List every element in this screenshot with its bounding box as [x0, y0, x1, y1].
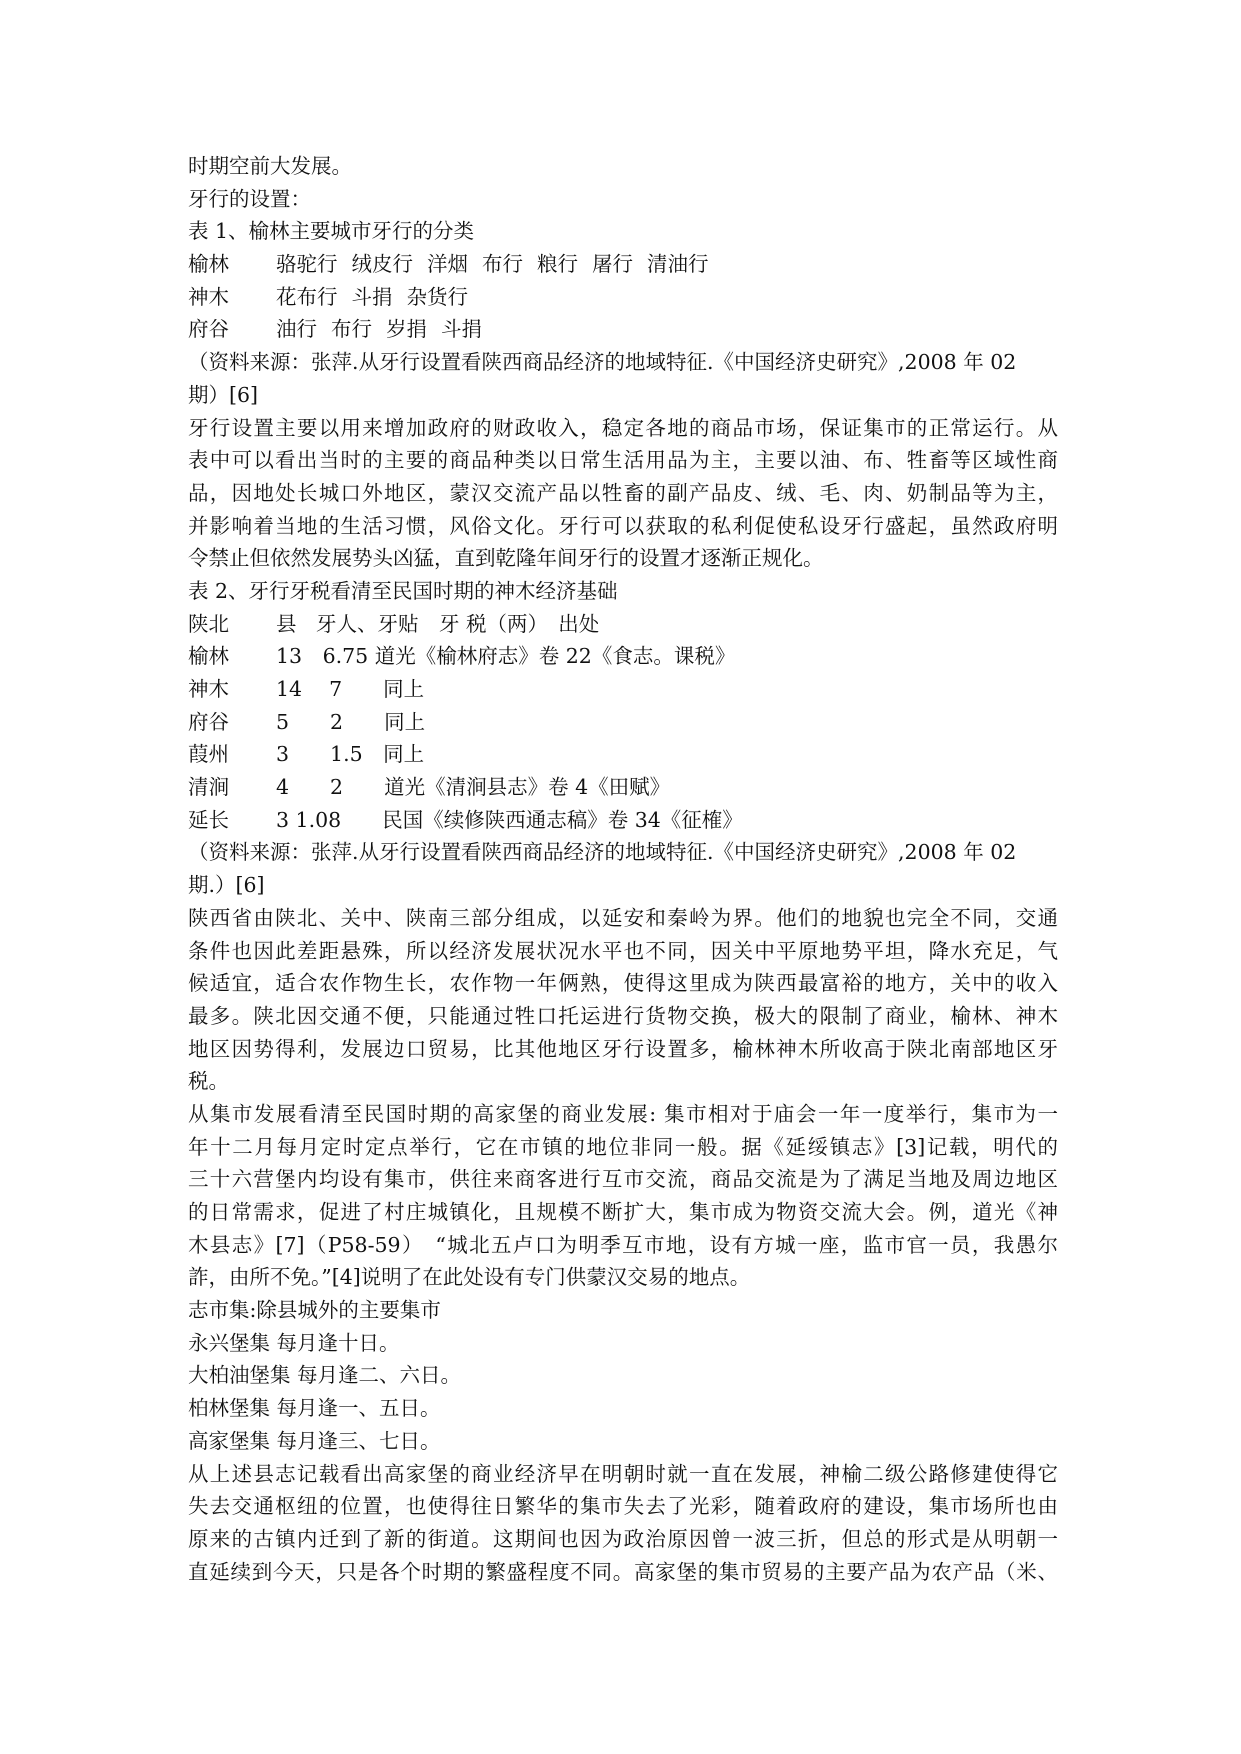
table1-source: （资料来源：张萍.从牙行设置看陕西商品经济的地域特征.《中国经济史研究》,2008 年 02: [188, 350, 1017, 375]
paragraph-line: 地区因势得利，发展边口贸易，比其他地区牙行设置多，榆林神木所收高于陕北南部地区牙: [188, 1036, 1058, 1061]
paragraph-line: 并影响着当地的生活习惯，风俗文化。牙行可以获取的私利促使私设牙行盛起，虽然政府明: [188, 513, 1058, 538]
table-row: [188, 804, 1058, 837]
paragraph-line: 令禁止但依然发展势头凶猛，直到乾隆年间牙行的设置才逐渐正规化。: [188, 546, 824, 571]
intro-tail: 时期空前大发展。: [188, 154, 352, 178]
paragraph-markets: [188, 1098, 1058, 1294]
table-cell: 花布行: [276, 284, 338, 309]
table-row: [188, 313, 1058, 346]
table-cell-name: 府谷: [188, 709, 229, 734]
table-cell: 杂货行: [406, 284, 468, 309]
table-cell: 布行: [482, 252, 523, 277]
table-cell-text: 14 7 同上: [276, 677, 425, 701]
table-cell: 清油行: [647, 252, 709, 277]
table2-caption: 表 2、牙行牙税看清至民国时期的神木经济基础: [188, 578, 618, 603]
paragraph-gaojiabao: [188, 1458, 1058, 1589]
table-cell-name: 榆林: [188, 644, 229, 669]
table-header: [188, 608, 1058, 641]
table-header-region: 陕北: [188, 611, 229, 636]
table-cell: 屠行: [592, 252, 633, 277]
list-item: 高家堡集 每月逢三、七日。: [188, 1428, 441, 1453]
table-cell-city: 府谷: [188, 317, 229, 342]
table-cell: 骆驼行: [276, 252, 338, 277]
paragraph-line: 表中可以看出当时的主要的商品种类以日常生活用品为主，主要以油、布、牲畜等区域性商: [188, 448, 1058, 473]
paragraph-line: 三十六营堡内均设有集市，供往来商客进行互市交流，商品交流是为了满足当地及周边地区: [188, 1167, 1058, 1192]
table-row: [188, 281, 1058, 314]
paragraph-line: 最多。陕北因交通不便，只能通过牲口托运进行货物交换，极大的限制了商业，榆林、神木: [188, 1003, 1058, 1028]
table-row: [188, 248, 1058, 281]
markets-title: 志市集:除县城外的主要集市: [188, 1298, 441, 1323]
paragraph-line: 从集市发展看清至民国时期的高家堡的商业发展: 集市相对于庙会一年一度举行，集市为一: [188, 1101, 1058, 1126]
paragraph-line: 候适宜，适合农作物生长，农作物一年俩熟，使得这里成为陕西最富裕的地方，关中的收入: [188, 971, 1058, 996]
paragraph-line: 陕西省由陕北、关中、陕南三部分组成，以延安和秦岭为界。他们的地貌也完全不同，交通: [188, 905, 1058, 930]
table-cell-name: 神木: [188, 677, 229, 701]
table-cell: 布行: [331, 317, 372, 342]
section-heading: 牙行的设置：: [188, 186, 311, 211]
table-cell: 斗捐: [441, 317, 482, 342]
paragraph-line: 原来的古镇内迁到了新的街道。这期间也因为政治原因曾一波三折，但总的形式是从明朝一: [188, 1526, 1058, 1551]
table1-source: 期）[6]: [188, 382, 259, 407]
list-item: 大柏油堡集 每月逢二、六日。: [188, 1363, 462, 1388]
paragraph-line: 失去交通枢纽的位置，也使得往日繁华的集市失去了光彩，随着政府的建设，集市场所也由: [188, 1494, 1058, 1519]
list-item: 柏林堡集 每月逢一、五日。: [188, 1396, 441, 1421]
table1: [188, 248, 1058, 346]
paragraph-line: 牙行设置主要以用来增加政府的财政收入，稳定各地的商品市场，保证集市的正常运行。从: [188, 415, 1058, 440]
table-cell-text: 4 2 道光《清涧县志》卷 4《田赋》: [276, 775, 671, 800]
table-cell: 油行: [276, 317, 317, 342]
table-cell-name: 延长: [188, 807, 229, 832]
paragraph-yahang: [188, 412, 1058, 575]
table-cell: 岁捐: [386, 317, 427, 342]
table-cell: 绒皮行: [351, 252, 413, 277]
table-header-rest: 牙人、牙贴 牙 税（两） 出处: [316, 611, 600, 636]
table-cell-text: 3 1.08 民国《续修陕西通志稿》卷 34《征榷》: [276, 807, 743, 832]
table-row: [188, 771, 1058, 804]
table-cell-text: 13 6.75 道光《榆林府志》卷 22《食志。课税》: [276, 644, 736, 669]
table-cell-name: 葭州: [188, 742, 229, 767]
table1-caption: 表 1、榆林主要城市牙行的分类: [188, 219, 475, 244]
table-cell-city: 神木: [188, 284, 229, 309]
table-cell: 斗捐: [351, 284, 393, 309]
table-cell-text: 3 1.5 同上: [276, 742, 425, 767]
table2: [188, 608, 1058, 837]
table-cell: 洋烟: [427, 252, 468, 277]
paragraph-line: 从上述县志记载看出高家堡的商业经济早在明朝时就一直在发展，神榆二级公路修建使得它: [188, 1461, 1058, 1486]
table-row: [188, 706, 1058, 739]
table-cell: 粮行: [537, 252, 578, 277]
table-header-county: 县: [276, 611, 297, 636]
table-row: [188, 673, 1058, 706]
paragraph-line: 条件也因此差距悬殊，所以经济发展状况水平也不同，因关中平原地势平坦，降水充足，气: [188, 938, 1058, 963]
table-cell-name: 清涧: [188, 775, 229, 800]
list-item: 永兴堡集 每月逢十日。: [188, 1330, 400, 1355]
table-row: [188, 738, 1058, 771]
table-row: [188, 640, 1058, 673]
paragraph-shaanxi: [188, 902, 1058, 1098]
paragraph-line: 詐，由所不免。”[4]说明了在此处设有专门供蒙汉交易的地点。: [188, 1265, 751, 1290]
table2-source: （资料来源：张萍.从牙行设置看陕西商品经济的地域特征.《中国经济史研究》,2008 年 02: [188, 840, 1017, 865]
paragraph-line: 木县志》[7]（P58-59） “城北五卢口为明季互市地，设有方城一座，监市官一员，我愚尔: [188, 1232, 1058, 1257]
document-page: [188, 150, 1058, 1588]
paragraph-line: 年十二月每月定时定点举行，它在市镇的地位非同一般。据《延绥镇志》[3]记载，明代的: [188, 1134, 1058, 1159]
table-cell-text: 5 2 同上: [276, 709, 426, 734]
paragraph-line: 税。: [188, 1069, 229, 1094]
table-cell-city: 榆林: [188, 252, 229, 277]
paragraph-line: 直延续到今天，只是各个时期的繁盛程度不同。高家堡的集市贸易的主要产品为农产品（米、: [188, 1559, 1058, 1584]
paragraph-line: 的日常需求，促进了村庄城镇化，且规模不断扩大，集市成为物资交流大会。例，道光《神: [188, 1200, 1058, 1224]
table2-source: 期.）[6]: [188, 873, 265, 898]
paragraph-line: 品，因地处长城口外地区，蒙汉交流产品以牲畜的副产品皮、绒、毛、肉、奶制品等为主，: [188, 480, 1058, 505]
